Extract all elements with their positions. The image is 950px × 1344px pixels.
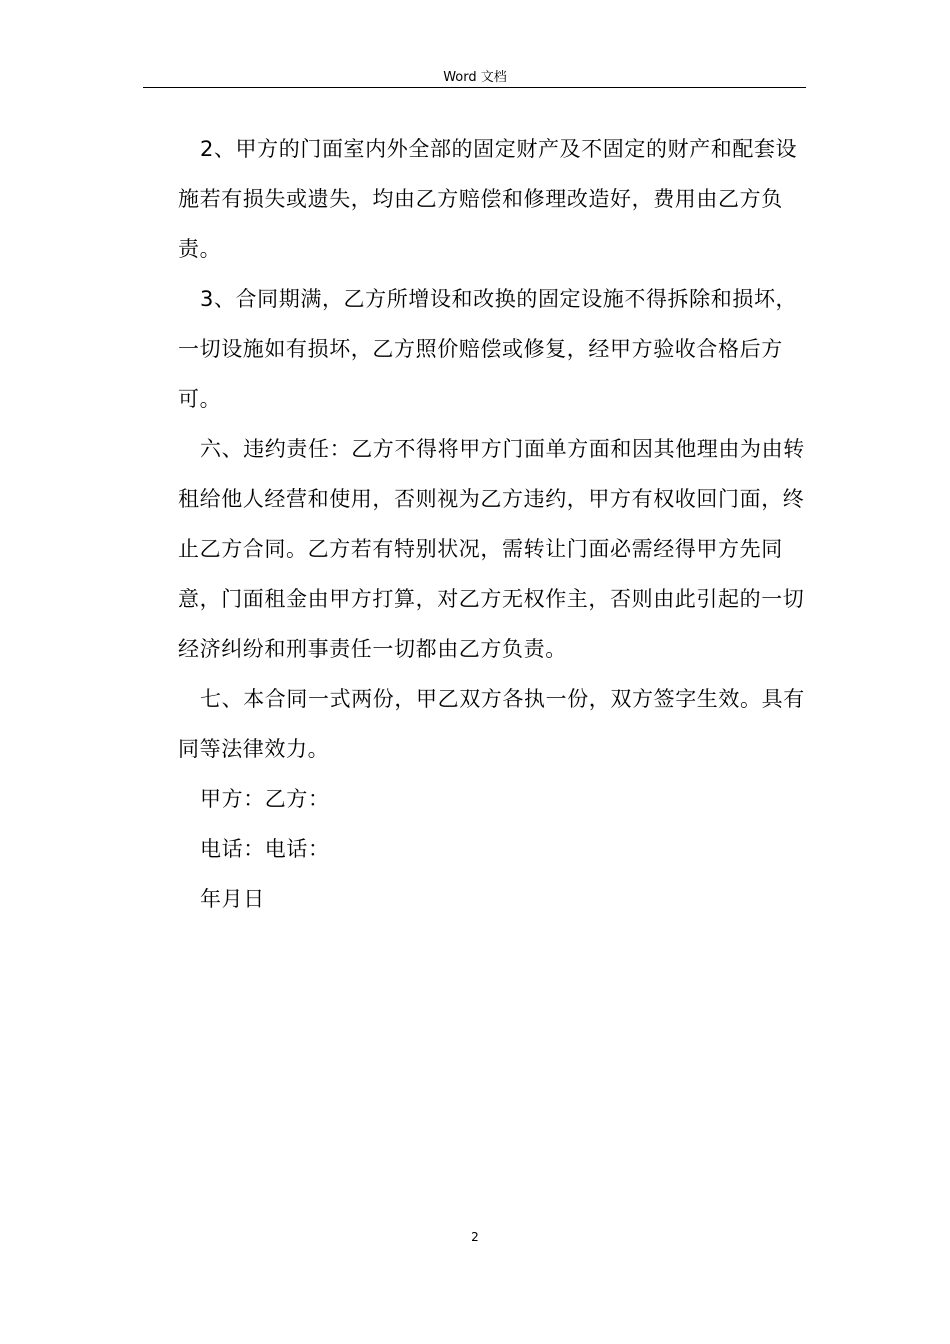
paragraph-clause-2: 2、甲方的门面室内外全部的固定财产及不固定的财产和配套设施若有损失或遗失，均由乙方赔偿和修理改造好，费用由乙方负责。 xyxy=(178,137,798,261)
paragraph-copies: 七、本合同一式两份，甲乙双方各执一份，双方签字生效。具有同等法律效力。 xyxy=(178,687,805,761)
page-number: 2 xyxy=(471,1230,479,1244)
signature-parties: 甲方：乙方： xyxy=(200,787,330,811)
signature-phones: 电话：电话： xyxy=(200,837,330,861)
page-header-title: Word 文档 xyxy=(443,70,507,85)
document-body xyxy=(178,124,818,924)
header-divider xyxy=(143,87,806,88)
paragraph-clause-3: 3、合同期满，乙方所增设和改换的固定设施不得拆除和损坏，一切设施如有损坏，乙方照价赔偿或修复，经甲方验收合格后方可。 xyxy=(178,287,798,411)
paragraph-breach-liability: 六、违约责任：乙方不得将甲方门面单方面和因其他理由为由转租给他人经营和使用，否则视为乙方违约，甲方有权收回门面，终止乙方合同。乙方若有特别状况，需转让门面必需经得甲方先同意，门面租金由甲方打算，对乙方无权作主，否则由此引起的一切经济纠纷和刑事责任一切都由乙方负责。 xyxy=(178,437,805,661)
signature-date: 年月日 xyxy=(200,887,265,911)
